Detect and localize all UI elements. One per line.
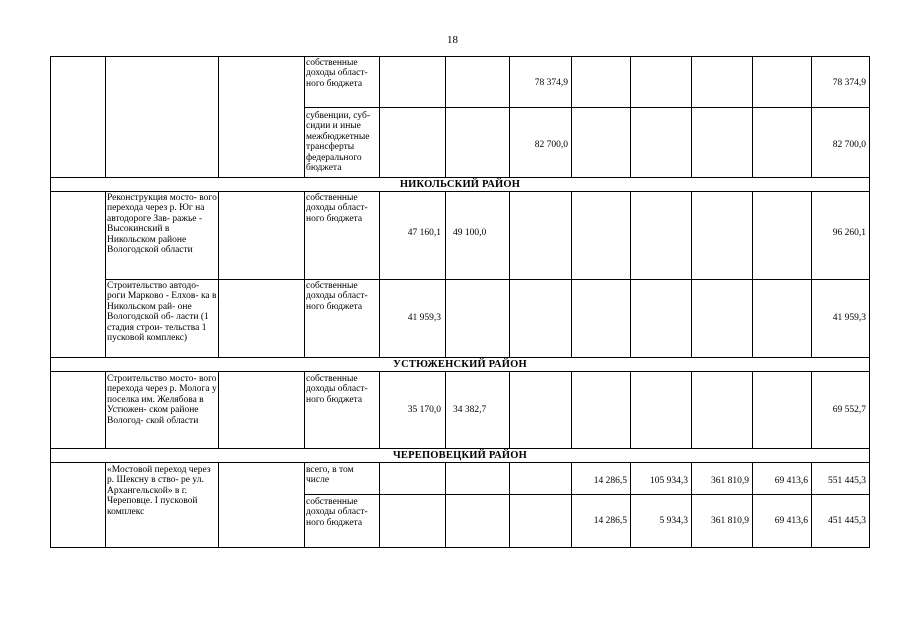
value-cell: 361 810,9	[711, 476, 749, 486]
total-cell: 41 959,3	[832, 313, 866, 323]
value-cell: 105 934,3	[650, 476, 688, 486]
page-number: 18	[447, 34, 458, 46]
value-cell: 69 413,6	[774, 516, 808, 526]
value-cell: 35 170,0	[407, 405, 441, 415]
object-name: Строительство автодо- роги Марково - Елхов- ка в Никольском рай- оне Вологодской об- ласти (1 стадия строи- тельства 1 пусковой комплекс)	[107, 281, 217, 344]
object-name: «Мостовой переход через р. Шексну в ство- ре ул. Архангельской» в г. Череповце. I пусковой комплекс	[107, 465, 211, 517]
object-name: Строительство мосто- вого перехода через р. Молога у поселка им. Желябова в Устюжен- ском районе Вологод- ской области	[107, 374, 217, 426]
value-cell: 47 160,1	[407, 228, 441, 238]
value-cell: 361 810,9	[711, 516, 749, 526]
funding-source: собственные доходы област- ного бюджета	[306, 374, 368, 405]
total-cell: 78 374,9	[832, 78, 866, 88]
total-cell: 96 260,1	[832, 228, 866, 238]
budget-table	[50, 56, 870, 548]
value-cell: 5 934,3	[659, 516, 688, 526]
funding-source: собственные доходы област- ного бюджета	[306, 497, 368, 528]
value-cell: 14 286,5	[593, 516, 627, 526]
value-cell: 14 286,5	[593, 476, 627, 486]
funding-source: всего, в том числе	[306, 465, 354, 486]
value-cell: 78 374,9	[534, 78, 568, 88]
district-heading: ЧЕРЕПОВЕЦКИЙ РАЙОН	[393, 450, 527, 461]
district-heading: УСТЮЖЕНСКИЙ РАЙОН	[393, 359, 527, 370]
value-cell: 34 382,7	[453, 405, 487, 415]
object-name: Реконструкция мосто- вого перехода через р. Юг на автодороге Зав- ражье - Высокинский в Никольском районе Вологодской области	[107, 193, 217, 256]
total-cell: 82 700,0	[832, 140, 866, 150]
total-cell: 69 552,7	[832, 405, 866, 415]
total-cell: 551 445,3	[828, 476, 866, 486]
funding-source: собственные доходы област- ного бюджета	[306, 281, 368, 312]
district-heading: НИКОЛЬСКИЙ РАЙОН	[399, 179, 521, 190]
value-cell: 82 700,0	[534, 140, 568, 150]
value-cell: 69 413,6	[774, 476, 808, 486]
funding-source: субвенции, суб- сидии и иные межбюджетные трансферты федерального бюджета	[306, 111, 370, 174]
funding-source: собственные доходы област- ного бюджета	[306, 58, 368, 89]
value-cell: 41 959,3	[407, 313, 441, 323]
funding-source: собственные доходы област- ного бюджета	[306, 193, 368, 224]
total-cell: 451 445,3	[828, 516, 866, 526]
value-cell: 49 100,0	[453, 228, 487, 238]
